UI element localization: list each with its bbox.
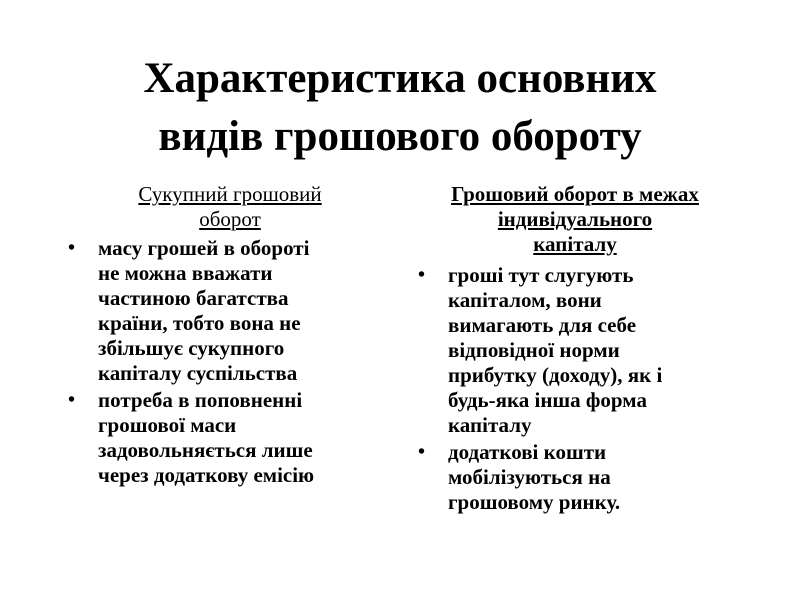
bullet-line: мобілізуються на: [448, 465, 611, 489]
bullet-line: потреба в поповненні: [98, 388, 303, 412]
heading-line: Грошовий оборот в межах: [451, 182, 699, 206]
right-column-heading: [410, 182, 740, 257]
bullet-line: додаткові кошти: [448, 440, 607, 464]
right-bullet-list: [410, 263, 740, 515]
left-bullet-list: [60, 236, 390, 488]
bullet-line: грошової маси: [98, 413, 237, 437]
heading-line: оборот: [199, 207, 261, 231]
bullet-line: масу грошей в обороті: [98, 236, 310, 260]
bullet-line: не можна вважати: [98, 261, 273, 285]
bullet-icon: •: [418, 264, 426, 286]
list-item: [60, 236, 390, 386]
bullet-icon: •: [68, 237, 76, 259]
title-line: видів грошового обороту: [158, 113, 642, 160]
list-item: [410, 263, 740, 438]
list-item: [410, 440, 740, 515]
bullet-icon: •: [68, 389, 76, 411]
bullet-line: через додаткову емісію: [98, 463, 315, 487]
bullet-line: вимагають для себе: [448, 313, 637, 337]
bullet-icon: •: [418, 441, 426, 463]
heading-line: індивідуального: [497, 207, 653, 231]
slide-title: [40, 50, 760, 166]
bullet-line: задовольняється лише: [98, 438, 313, 462]
left-column-heading: [60, 182, 390, 232]
bullet-line: частиною багатства: [98, 286, 289, 310]
bullet-line: капіталом, вони: [448, 288, 602, 312]
title-line: Характеристика основних: [143, 55, 657, 102]
bullet-line: капіталу: [448, 413, 532, 437]
bullet-line: капіталу суспільства: [98, 361, 298, 385]
bullet-line: країни, тобто вона не: [98, 311, 301, 335]
bullet-line: прибутку (доходу), як і: [448, 363, 663, 387]
bullet-line: збільшує сукупного: [98, 336, 285, 360]
bullet-line: грошовому ринку.: [448, 490, 621, 514]
heading-line: Сукупний грошовий: [138, 182, 322, 206]
bullet-line: гроші тут слугують: [448, 263, 634, 287]
bullet-line: будь-яка інша форма: [448, 388, 647, 412]
heading-line: капіталу: [533, 232, 617, 256]
list-item: [60, 388, 390, 488]
left-column: [60, 182, 390, 490]
right-column: [410, 182, 740, 517]
bullet-line: відповідної норми: [448, 338, 620, 362]
